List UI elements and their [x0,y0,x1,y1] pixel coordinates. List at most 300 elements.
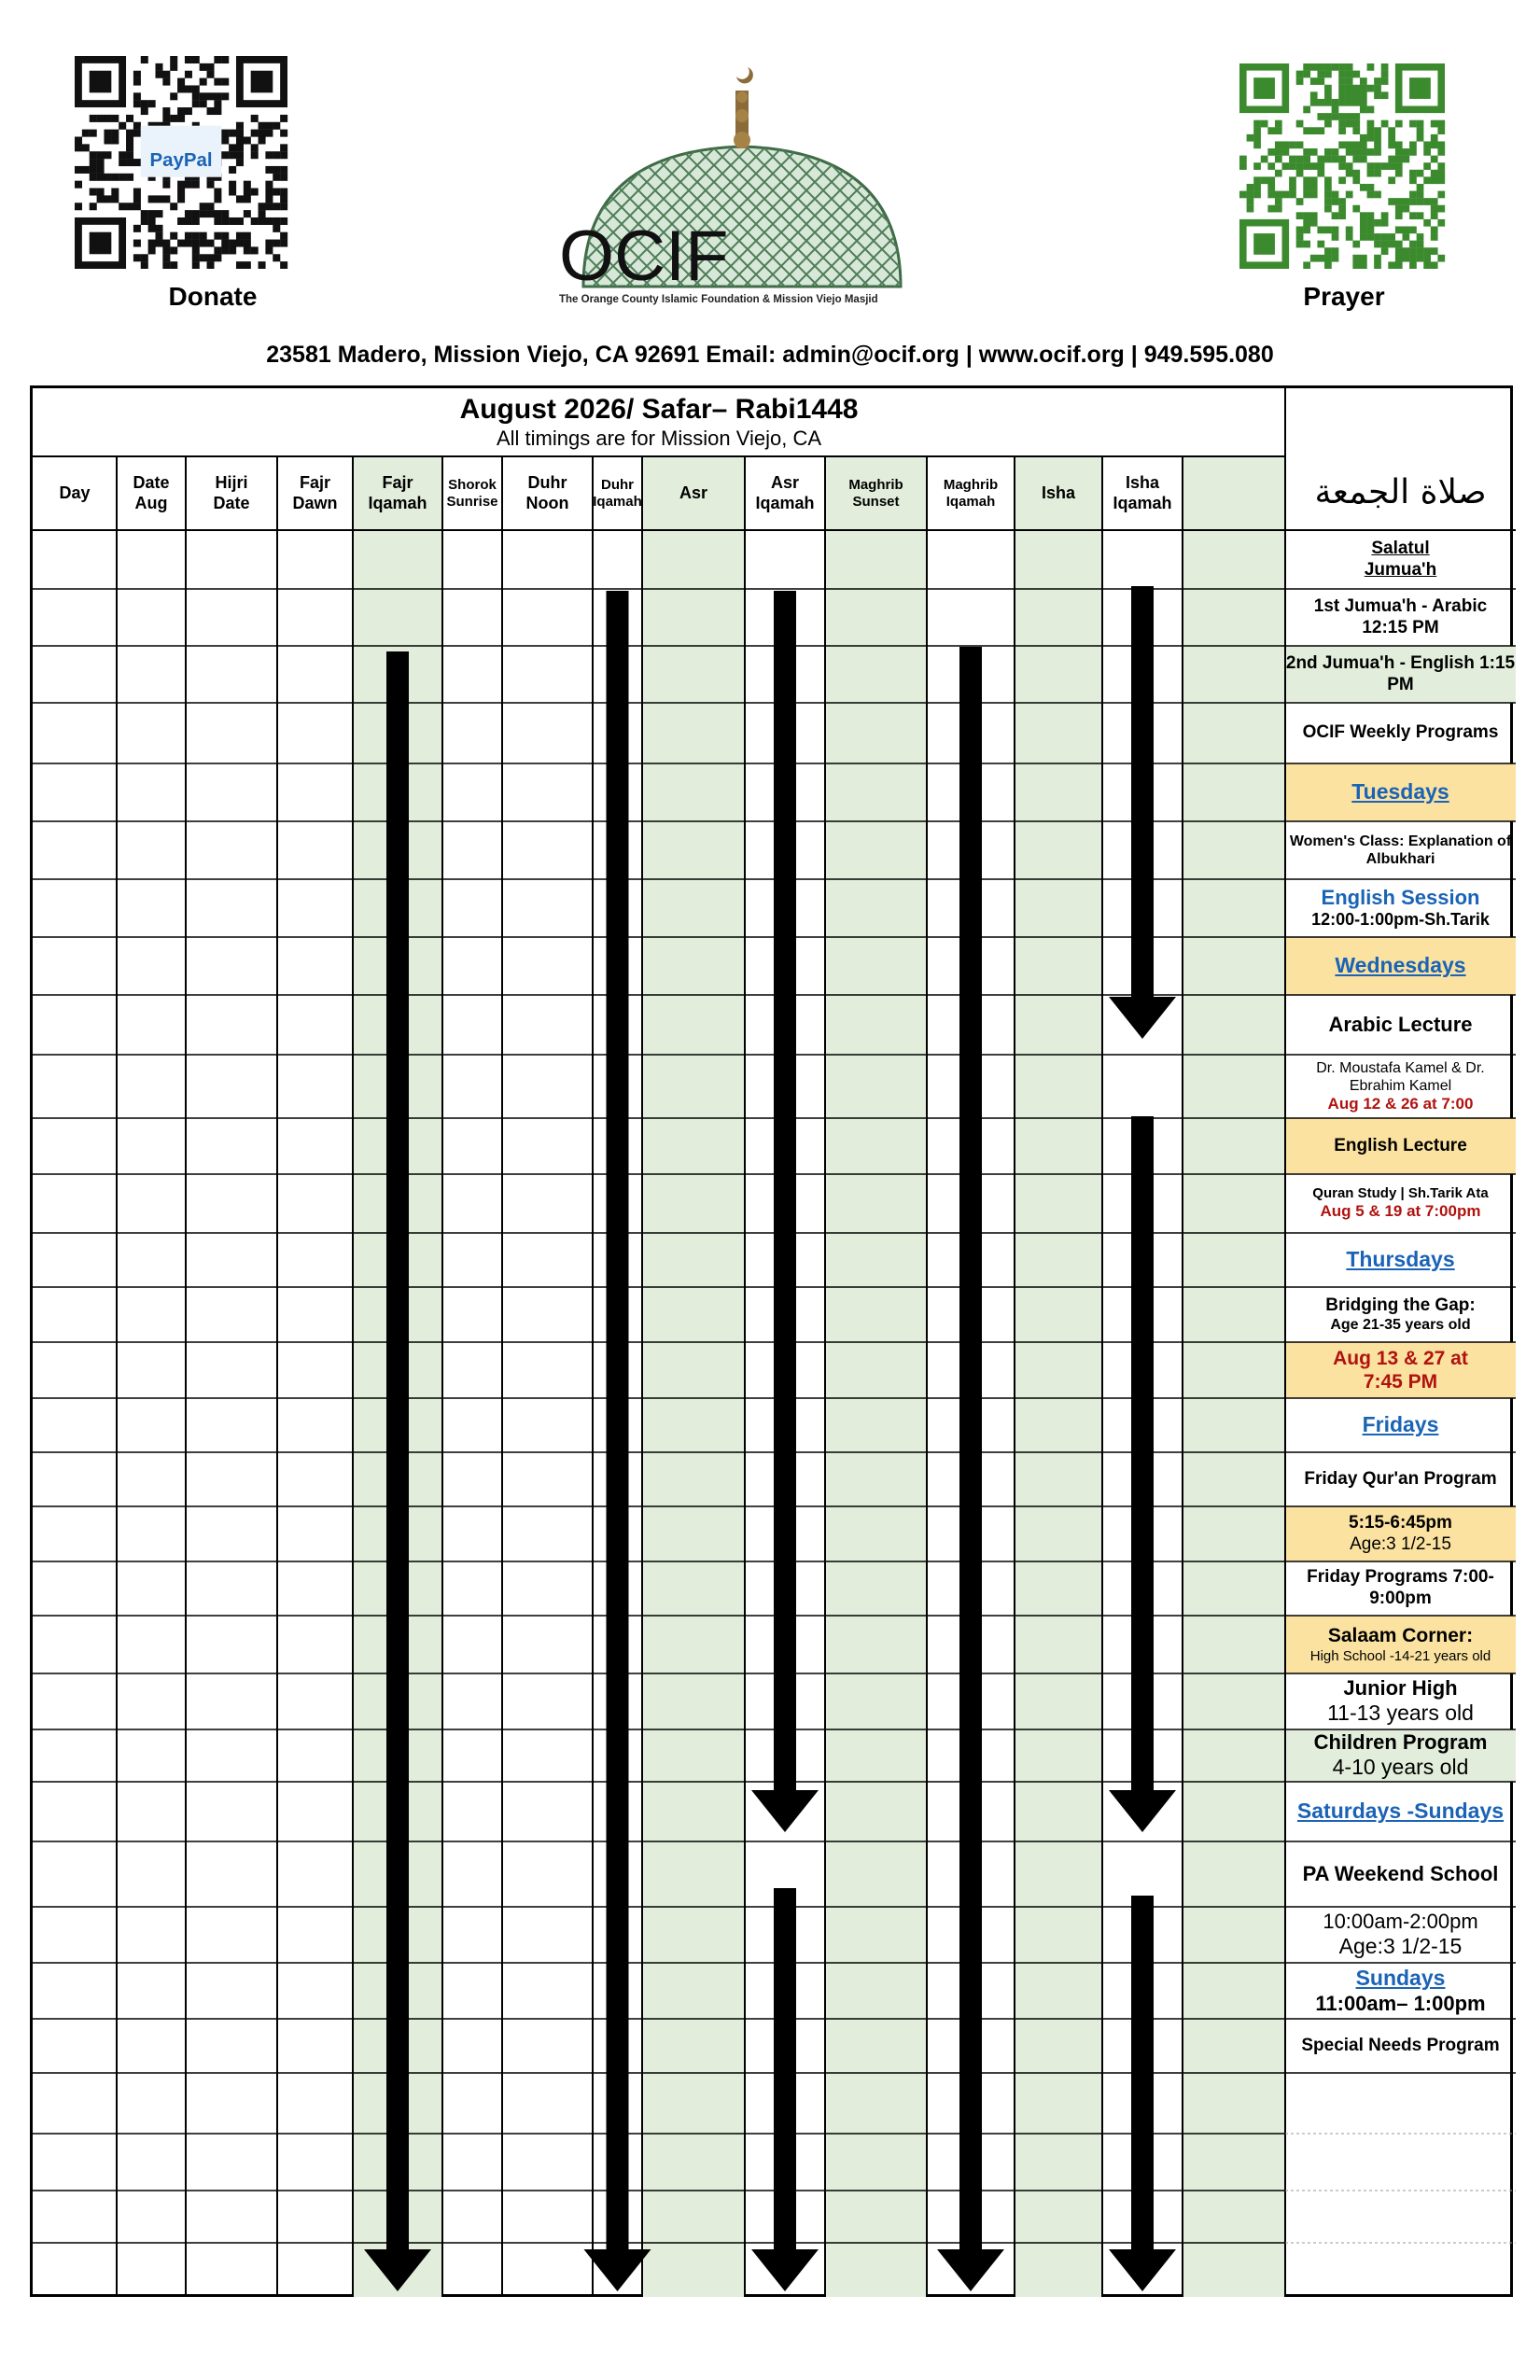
cell-shorok [442,1287,502,1342]
timetable-title-block [33,388,1285,456]
cell-duhr [502,1963,593,2019]
cell-isha [1015,1233,1102,1287]
column-header-label: Asr [770,472,799,492]
column-header-sublabel: Iqamah [755,493,815,512]
cell-maghrib [825,1616,927,1673]
sidebar-text: 5:15-6:45pm [1349,1512,1452,1533]
cell-maghrib [825,1398,927,1452]
column-header-hijri [186,456,277,530]
prayer-timetable [30,385,1516,2297]
sidebar-text: Friday Qur'an Program [1304,1468,1497,1489]
cell-asr [642,646,745,703]
sidebar-item [1285,1506,1516,1561]
column-header-label: Fajr [382,472,413,492]
sidebar-item [1285,2019,1516,2073]
cell-shorok [442,937,502,995]
sidebar-text: OCIF Weekly Programs [1302,722,1499,743]
sidebar-text: 11:00am– 1:00pm [1315,1991,1486,2015]
cell-day [33,1506,117,1561]
column-header-label: Shorok [448,476,497,493]
cell-shorok [442,589,502,646]
column-header-label: Hijri [215,472,248,492]
cell-date [117,1118,186,1174]
cell-hijri [186,2191,277,2243]
fajr-iqamah-time [353,530,442,589]
sidebar-text: 4-10 years old [1332,1755,1469,1780]
cell-hijri [186,995,277,1055]
cell-shorok [442,2243,502,2297]
cell-day [33,995,117,1055]
cell-duhr [502,1398,593,1452]
cell-date [117,2073,186,2134]
cell-maghrib [825,763,927,821]
cell-asr [642,1233,745,1287]
cell-shorok [442,1398,502,1452]
cell-maghrib [825,1055,927,1118]
cell-shorok [442,530,502,589]
cell-fajr [277,2191,353,2243]
cell-isha [1015,1055,1102,1118]
column-header-label: Duhr [527,472,567,492]
cell-shorok [442,1616,502,1673]
sidebar-text: English Session [1321,886,1480,909]
sidebar-link: Thursdays [1346,1247,1455,1272]
column-header-label: Duhr [601,476,634,493]
cell-day [33,2191,117,2243]
sidebar-text: High School -14-21 years old [1309,1647,1491,1664]
sidebar-text: Aug 13 & 27 at 7:45 PM [1333,1347,1468,1393]
sidebar-text: 11-13 years old [1327,1701,1474,1726]
cell-date [117,2191,186,2243]
cell-maghrib [825,1729,927,1782]
cell-asr [642,879,745,937]
cell-isha [1015,1398,1102,1452]
column-header-sublabel: Date [213,493,250,512]
sidebar-item [1285,1907,1516,1963]
cell-isha [1015,1287,1102,1342]
sidebar-item [1285,703,1516,763]
cell-day [33,1287,117,1342]
cell-fajr [277,821,353,879]
cell-fajr [277,1506,353,1561]
sidebar-item [1285,1055,1516,1118]
cell-fajr [277,530,353,589]
cell-asr [642,995,745,1055]
isha-iqamah-time-3 [1102,1841,1183,1907]
prayer-label: Prayer [1303,282,1385,311]
sidebar-item [1285,1452,1516,1506]
cell-hijri [186,2134,277,2191]
cell-maghrib [825,1673,927,1729]
cell-isha [1015,1841,1102,1907]
sidebar-text: English Lecture [1334,1135,1467,1155]
cell-isha [1015,879,1102,937]
cell-date [117,763,186,821]
sidebar-item [1285,1174,1516,1233]
cell-hijri [186,821,277,879]
column-header-isha [1015,456,1102,530]
cell-hijri [186,1561,277,1616]
cell-shorok [442,2191,502,2243]
cell-day [33,937,117,995]
cell-isha [1015,1907,1102,1963]
cell-day [33,2019,117,2073]
contact-address: 23581 Madero, Mission Viejo, CA 92691 Email: admin@ocif.org | www.ocif.org | 949.595.080 [266,342,1274,368]
cell-date [117,1174,186,1233]
column-header-asr [642,456,745,530]
cell-date [117,1729,186,1782]
cell-fajr [277,937,353,995]
cell-isha [1015,821,1102,879]
cell-shorok [442,1782,502,1841]
cell-shorok [442,703,502,763]
cell-asr [642,589,745,646]
isha-iqamah-time [1102,530,1183,589]
cell-asr [642,1729,745,1782]
cell-shorok [442,763,502,821]
column-header-label: Day [59,483,91,502]
cell-isha [1015,703,1102,763]
cell-fajr [277,2073,353,2134]
cell-shorok [442,1907,502,1963]
cell-hijri [186,1841,277,1907]
column-header-label: Asr [679,483,707,502]
maghrib-iqamah-note [927,589,1015,646]
cell-shorok [442,1841,502,1907]
asr-iqamah-time-2 [745,1841,825,1907]
cell-hijri [186,763,277,821]
cell-maghrib [825,2019,927,2073]
cell-fajr [277,1841,353,1907]
sidebar-item[interactable] [1285,1233,1516,1287]
cell-isha [1015,1506,1102,1561]
cell-date [117,530,186,589]
cell-maghrib [825,937,927,995]
cell-hijri [186,1233,277,1287]
sidebar-text: Quran Study | Sh.Tarik Ata [1312,1185,1489,1202]
cell-duhr [502,2019,593,2073]
timetable-subtitle: All timings are for Mission Viejo, CA [496,427,822,451]
cell-date [117,1616,186,1673]
cell-maghrib [825,879,927,937]
cell-hijri [186,1118,277,1174]
column-header-sublabel: Dawn [292,493,338,512]
cell-fajr [277,1287,353,1342]
column-header-isha_iq [1102,456,1183,530]
cell-duhr [502,763,593,821]
cell-shorok [442,1174,502,1233]
cell-shorok [442,2134,502,2191]
cell-isha [1015,1174,1102,1233]
sidebar-link: Fridays [1362,1412,1439,1437]
cell-duhr [502,2243,593,2297]
cell-asr [642,1287,745,1342]
cell-duhr [502,821,593,879]
cell-isha [1015,1729,1102,1782]
cell-day [33,1342,117,1398]
cell-date [117,879,186,937]
sidebar-text: Aug 5 & 19 at 7:00pm [1320,1202,1481,1221]
sidebar-item[interactable] [1285,1782,1516,1841]
sidebar-item [1285,1342,1516,1398]
cell-day [33,1782,117,1841]
cell-isha [1015,995,1102,1055]
sidebar-item [1285,589,1516,646]
column-header-sublabel: Sunset [852,493,900,510]
column-header-asr_iq [745,456,825,530]
sidebar-item [1285,1561,1516,1616]
jumuah-arabic-heading: صلاة الجمعة [1314,473,1487,512]
cell-duhr [502,589,593,646]
column-header-label: Maghrib [943,476,999,493]
cell-date [117,646,186,703]
maghrib-iqamah-time [927,530,1015,589]
sidebar-text: Age:3 1/2-15 [1350,1533,1451,1554]
cell-date [117,2019,186,2073]
cell-duhr [502,2134,593,2191]
cell-isha [1015,530,1102,589]
sidebar-item[interactable] [1285,1398,1516,1452]
cell-duhr [502,995,593,1055]
cell-isha [1015,2191,1102,2243]
cell-asr [642,1055,745,1118]
cell-duhr [502,2073,593,2134]
cell-shorok [442,1233,502,1287]
cell-shorok [442,1342,502,1398]
cell-hijri [186,1174,277,1233]
cell-isha [1015,1452,1102,1506]
cell-shorok [442,1118,502,1174]
cell-hijri [186,1673,277,1729]
cell-hijri [186,530,277,589]
sidebar-item [1285,1616,1516,1673]
cell-fajr [277,1233,353,1287]
sidebar-text: Salaam Corner: [1327,1625,1474,1647]
cell-maghrib [825,2243,927,2297]
sidebar-text: Aug 12 & 26 at 7:00 [1327,1094,1474,1113]
maghrib-iqamah-arrow-icon [937,647,1004,2291]
cell-shorok [442,821,502,879]
cell-hijri [186,937,277,995]
cell-hijri [186,879,277,937]
cell-isha [1015,646,1102,703]
cell-shorok [442,2019,502,2073]
cell-duhr [502,1506,593,1561]
cell-shorok [442,1452,502,1506]
cell-maghrib [825,1782,927,1841]
cell-duhr [502,1452,593,1506]
cell-asr [642,1963,745,2019]
donate-label: Donate [168,282,258,311]
cell-hijri [186,1452,277,1506]
sidebar-text: Women's Class: Explanation of Albukhari [1289,833,1512,867]
column-header-maghrib_iq [927,456,1015,530]
column-header-date [117,456,186,530]
cell-fajr [277,1452,353,1506]
sidebar-text: Arabic Lecture [1328,1012,1473,1036]
cell-asr [642,1174,745,1233]
cell-day [33,1673,117,1729]
cell-asr [642,1342,745,1398]
cell-date [117,703,186,763]
cell-duhr [502,937,593,995]
cell-day [33,1174,117,1233]
sidebar-text: Age:3 1/2-15 [1338,1934,1463,1959]
cell-asr [642,2243,745,2297]
cell-duhr [502,1673,593,1729]
cell-isha [1015,2073,1102,2134]
cell-fajr [277,1118,353,1174]
cell-day [33,1233,117,1287]
sidebar-text: 1st Jumua'h - Arabic 12:15 PM [1313,595,1488,637]
cell-date [117,1287,186,1342]
cell-day [33,879,117,937]
cell-shorok [442,1506,502,1561]
cell-asr [642,1506,745,1561]
column-header-sublabel: Iqamah [368,493,427,512]
timetable-title: August 2026/ Safar– Rabi1448 [459,394,859,426]
cell-fajr [277,1342,353,1398]
cell-day [33,2134,117,2191]
sidebar-item[interactable] [1285,937,1516,995]
column-header-fajr_iq [353,456,442,530]
cell-fajr [277,879,353,937]
sidebar-text: Junior High [1343,1676,1458,1700]
cell-day [33,1616,117,1673]
cell-duhr [502,646,593,703]
sidebar-text: 2nd Jumua'h - English 1:15 PM [1285,652,1516,694]
cell-isha [1015,1561,1102,1616]
cell-duhr [502,879,593,937]
cell-date [117,589,186,646]
cell-date [117,2134,186,2191]
cell-isha [1015,1963,1102,2019]
cell-asr [642,1616,745,1673]
cell-day [33,1841,117,1907]
cell-duhr [502,1907,593,1963]
cell-day [33,589,117,646]
cell-isha [1015,2019,1102,2073]
cell-hijri [186,1055,277,1118]
cell-fajr [277,995,353,1055]
cell-hijri [186,1398,277,1452]
cell-maghrib [825,1287,927,1342]
cell-maghrib [825,2134,927,2191]
cell-fajr [277,763,353,821]
cell-day [33,1398,117,1452]
cell-isha [1015,2243,1102,2297]
cell-asr [642,1398,745,1452]
cell-hijri [186,1729,277,1782]
column-header-maghrib [825,456,927,530]
cell-fajr [277,589,353,646]
cell-duhr [502,2191,593,2243]
cell-maghrib [825,1907,927,1963]
sidebar-item [1285,1841,1516,1907]
sidebar-item [1285,821,1516,879]
cell-day [33,1963,117,2019]
cell-maghrib [825,1174,927,1233]
cell-day [33,2243,117,2297]
sidebar-text: Friday Programs 7:00-9:00pm [1307,1567,1494,1608]
isha-iqamah-arrow-icon [1109,586,1176,1039]
asr-iqamah-arrow-icon-2 [751,1888,819,2291]
cell-shorok [442,2073,502,2134]
cell-asr [642,821,745,879]
sidebar-link: Wednesdays [1335,953,1466,978]
cell-day [33,1729,117,1782]
cell-day [33,530,117,589]
sidebar-item [1285,1287,1516,1342]
cell-day [33,703,117,763]
cell-shorok [442,1729,502,1782]
cell-date [117,1841,186,1907]
cell-date [117,1055,186,1118]
cell-date [117,1452,186,1506]
cell-shorok [442,646,502,703]
cell-asr [642,1673,745,1729]
cell-maghrib [825,1452,927,1506]
cell-isha [1015,1118,1102,1174]
cell-shorok [442,995,502,1055]
cell-duhr [502,1782,593,1841]
column-header-label: Isha [1125,472,1160,492]
cell-duhr [502,1342,593,1398]
cell-hijri [186,2019,277,2073]
cell-date [117,1233,186,1287]
sidebar-text: 10:00am-2:00pm [1323,1910,1478,1933]
column-header-shorok [442,456,502,530]
column-header-label: Fajr [299,472,330,492]
cell-asr [642,1841,745,1907]
cell-date [117,1561,186,1616]
cell-maghrib [825,1342,927,1398]
cell-hijri [186,1342,277,1398]
cell-fajr [277,1782,353,1841]
asr-iqamah-time [745,530,825,589]
cell-fajr [277,2019,353,2073]
sidebar-text: Special Needs Program [1301,2035,1500,2055]
cell-isha [1015,1782,1102,1841]
cell-asr [642,2191,745,2243]
cell-date [117,1907,186,1963]
cell-maghrib [825,1963,927,2019]
sidebar-text: Age 21-35 years old [1330,1317,1471,1334]
logo-subtitle: The Orange County Islamic Foundation & Mission Viejo Masjid [559,294,878,305]
cell-fajr [277,1398,353,1452]
cell-duhr [502,1174,593,1233]
cell-isha [1015,589,1102,646]
sidebar-item[interactable] [1285,763,1516,821]
sidebar-item [1285,1673,1516,1729]
isha-iqamah-arrow-icon-3 [1109,1896,1176,2291]
cell-date [117,2243,186,2297]
column-header-sublabel: Sunrise [446,493,498,510]
duhr-iqamah-time [593,530,642,589]
fajr-iqamah-note [353,589,442,646]
cell-maghrib [825,1118,927,1174]
cell-day [33,2073,117,2134]
column-header-fajr [277,456,353,530]
cell-hijri [186,1506,277,1561]
cell-day [33,763,117,821]
cell-asr [642,530,745,589]
cell-asr [642,2073,745,2134]
cell-fajr [277,1616,353,1673]
cell-hijri [186,1907,277,1963]
cell-date [117,821,186,879]
cell-duhr [502,1729,593,1782]
